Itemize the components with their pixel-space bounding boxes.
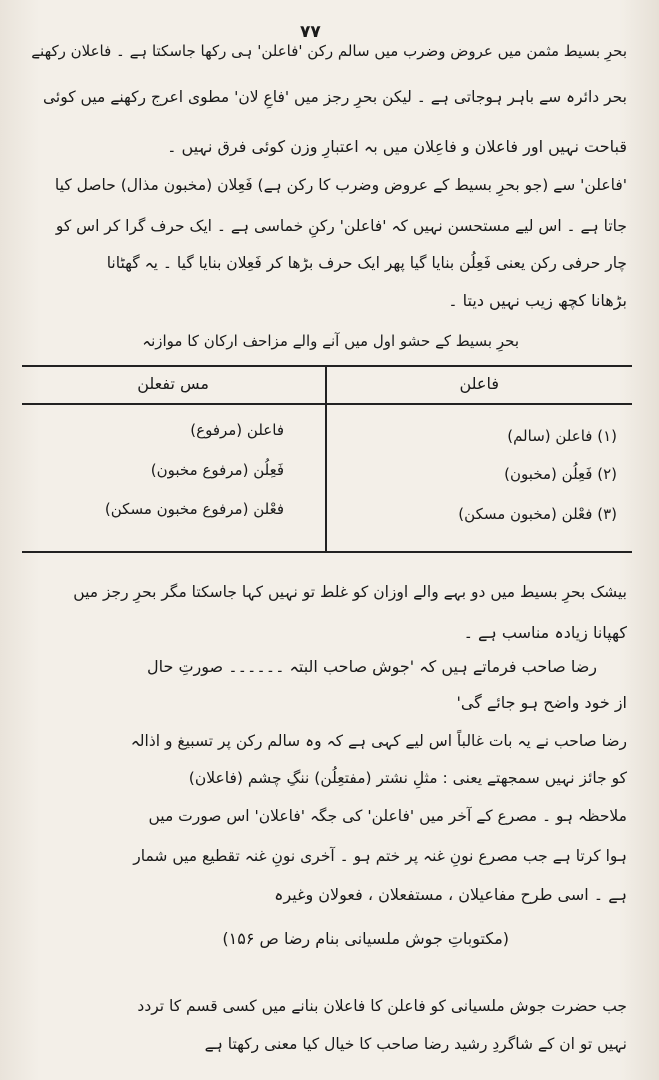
table-header-left: مس تفعلن bbox=[137, 374, 209, 393]
text-line: از خود واضح ہو جائے گی' bbox=[456, 693, 627, 712]
table-cell: (۳) فعْلن (مخبون مسکن) bbox=[458, 505, 617, 523]
text-line: بحر دائرہ سے باہر ہوجاتی ہے ۔ لیکن بحرِ رجز میں 'فاعِ لان' مطوی اعرج رکھنے میں کوئی bbox=[43, 88, 627, 106]
text-line: قباحت نہیں اور فاعلان و فاعِلان میں بہ اعتبارِ وزن کوئی فرق نہیں ۔ bbox=[167, 137, 627, 156]
text-line: رضا صاحب فرماتے ہیں کہ 'جوش صاحب البتہ ۔۔۔۔۔۔ صورتِ حال bbox=[146, 657, 597, 676]
table-top-rule bbox=[22, 365, 632, 367]
table-header-right: فاعلن bbox=[459, 374, 499, 393]
text-line: 'فاعلن' سے (جو بحرِ بسیط کے عروض وضرب کا رکن ہے) فَعِلان (مخبون مذال) حاصل کیا bbox=[54, 176, 627, 194]
text-line: ہے ۔ اسی طرح مفاعیلان ، مستفعلان ، فعولان وغیرہ bbox=[274, 885, 627, 904]
table-cell: فعْلن (مرفوع مخبون مسکن) bbox=[104, 500, 284, 518]
table-bottom-rule bbox=[22, 551, 632, 553]
text-line: ہوا کرتا ہے جب مصرع نونِ غنہ پر ختم ہو ۔ آخری نونِ غنہ تقطیع میں شمار bbox=[133, 847, 627, 865]
text-line: جب حضرت جوش ملسیانی کو فاعلن کا فاعلان بنانے میں کسی قسم کا تردد bbox=[137, 997, 627, 1015]
text-line: جاتا ہے ۔ اس لیے مستحسن نہیں کہ 'فاعلن' رکنِ خماسی ہے ۔ ایک حرف گرا کر اس کو bbox=[55, 217, 627, 235]
table-cell: فاعلن (مرفوع) bbox=[190, 421, 284, 439]
text-line: رضا صاحب نے یہ بات غالباً اس لیے کہی ہے کہ وہ سالم رکن پر تسبیغ و اذالہ bbox=[130, 732, 627, 750]
text-line: کھپانا زیادہ مناسب ہے ۔ bbox=[463, 623, 627, 642]
text-line: بیشک بحرِ بسیط میں دو بہے والے اوزان کو غلط تو نہیں کہا جاسکتا مگر بحرِ رجز میں bbox=[73, 583, 627, 601]
table-divider bbox=[325, 365, 327, 553]
table-cell: فَعِلُن (مرفوع مخبون) bbox=[150, 461, 284, 479]
page-number: ۷۷ bbox=[300, 22, 321, 42]
table-cell: (۲) فَعِلُن (مخبون) bbox=[504, 465, 617, 483]
citation: (مکتوباتِ جوش ملسیانی بنام رضا ص ۱۵۶) bbox=[222, 929, 509, 948]
text-line: بڑھانا کچھ زیب نہیں دیتا ۔ bbox=[448, 291, 627, 310]
text-line: نہیں تو ان کے شاگردِ رشید رضا صاحب کا خیال کیا معنی رکھتا ہے bbox=[204, 1035, 627, 1053]
text-line: چار حرفی رکن یعنی فَعِلُن بنایا گیا پھر ایک حرف بڑھا کر فَعِلان بنایا گیا ۔ یہ گھٹانا bbox=[106, 254, 627, 272]
text-line: کو جائز نہیں سمجھتے یعنی : مثلِ نشتر (مفتعِلُن) ننگِ چشم (فاعلان) bbox=[188, 769, 627, 787]
text-line: ملاحظہ ہو ۔ مصرع کے آخر میں 'فاعلن' کی جگہ 'فاعلان' اس صورت میں bbox=[148, 807, 627, 825]
table-title: بحرِ بسیط کے حشو اول میں آنے والے مزاحف ارکان کا موازنہ bbox=[142, 332, 519, 350]
table-cell: (۱) فاعلن (سالم) bbox=[507, 427, 617, 445]
text-line: بحرِ بسیط مثمن میں عروض وضرب میں سالم رکن 'فاعلن' ہی رکھا جاسکتا ہے ۔ فاعلان رکھنے bbox=[31, 42, 627, 60]
table-header-rule bbox=[22, 403, 632, 405]
